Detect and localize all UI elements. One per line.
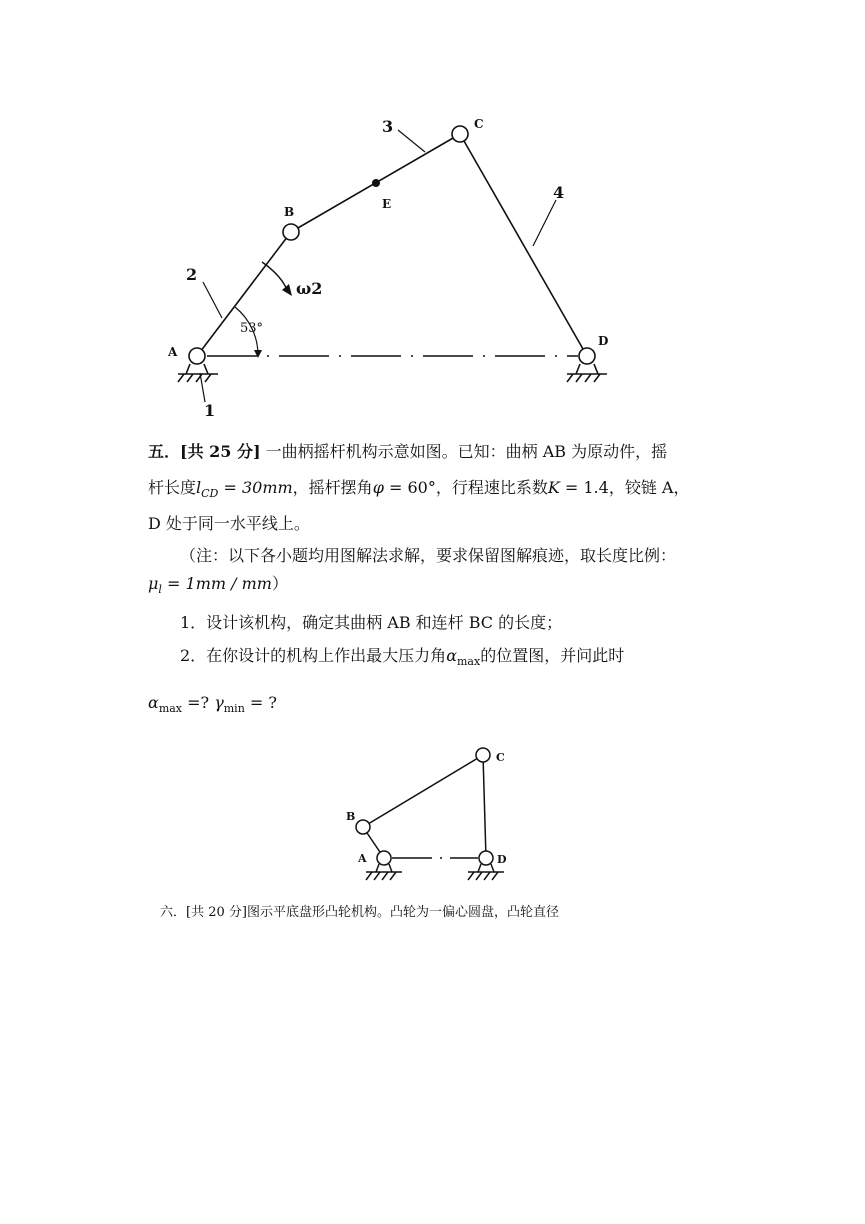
joint-c: [452, 126, 468, 142]
label-a: A: [168, 345, 178, 359]
omega2-arrowhead: [282, 284, 292, 296]
label-link-1: 1: [204, 401, 216, 420]
omega2-arrow: [262, 262, 288, 292]
f2-link-cd: [483, 755, 486, 858]
f2-link-bc: [363, 755, 483, 827]
label-link-2: 2: [186, 265, 198, 284]
problem5-question-1: 1．设计该机构，确定其曲柄 AB 和连杆 BC 的长度；: [180, 613, 563, 632]
problem5-line3: D 处于同一水平线上。: [148, 514, 310, 533]
joint-d: [579, 348, 595, 364]
problem5-question-2: 2．在你设计的机构上作出最大压力角$\alpha_{max}$的位置图，并问此时: [180, 646, 625, 668]
leader-2: [203, 282, 222, 318]
f2-joint-d: [479, 851, 493, 865]
f2-label-c: C: [496, 751, 505, 764]
joint-b: [283, 224, 299, 240]
f2-joint-a: [377, 851, 391, 865]
ground-d: [567, 364, 607, 382]
label-b: B: [284, 205, 295, 219]
problem5-scale: $\mu_l = 1mm / mm$）: [148, 574, 288, 596]
label-omega2: ω2: [296, 279, 323, 298]
problem6-text: 六．[共 20 分]图示平底盘形凸轮机构。凸轮为一偏心圆盘，凸轮直径: [160, 905, 559, 920]
label-c: C: [474, 117, 484, 131]
point-e: [372, 179, 380, 187]
problem5-note: （注：以下各小题均用图解法求解，要求保留图解痕迹，取长度比例：: [180, 546, 677, 565]
label-angle: 53°: [240, 321, 264, 336]
f2-ground-a: [366, 864, 402, 880]
problem5-intro: 一曲柄摇杆机构示意如图。已知：曲柄 AB 为原动件，摇: [265, 442, 668, 461]
leader-4: [533, 200, 556, 246]
label-e: E: [382, 197, 392, 211]
label-link-3: 3: [382, 117, 394, 136]
label-d: D: [598, 334, 609, 348]
f2-label-a: A: [358, 852, 367, 865]
problem5-answer-line: $\alpha_{max}$ =? $\gamma_{min}$ = ?: [148, 693, 277, 715]
f2-label-b: B: [346, 810, 356, 823]
problem5-line2: 杆长度$l_{CD} = 30mm$，摇杆摆角φ = 60°，行程速比系数K = 1.4，铰链 A，: [148, 478, 690, 500]
mechanism-figure-1: [0, 0, 865, 430]
f2-joint-c: [476, 748, 490, 762]
joint-a: [189, 348, 205, 364]
problem5-line1: [148, 441, 667, 463]
f2-joint-b: [356, 820, 370, 834]
f2-label-d: D: [497, 853, 507, 866]
mechanism-figure-2: [0, 740, 865, 890]
link-cd: [460, 134, 587, 356]
leader-1: [200, 373, 205, 402]
link-ab: [197, 232, 291, 356]
problem5-heading: 五．[共 25 分]: [148, 442, 261, 461]
f2-ground-d: [468, 864, 504, 880]
leader-3: [398, 130, 425, 152]
label-link-4: 4: [553, 183, 565, 202]
ground-a: [178, 364, 218, 382]
